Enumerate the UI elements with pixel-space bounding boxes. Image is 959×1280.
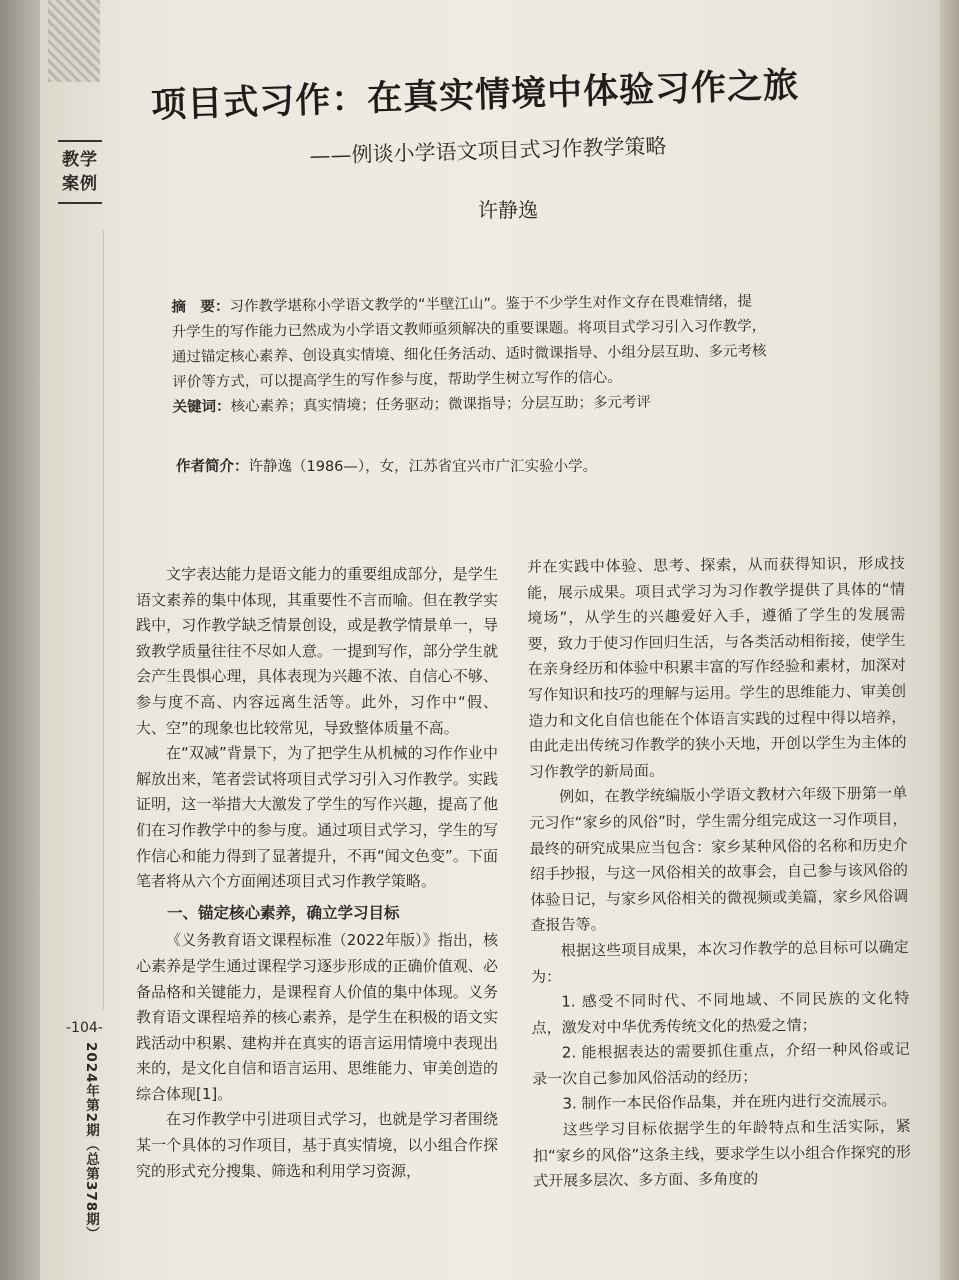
page-number: -104- [66, 1020, 103, 1036]
paragraph: 文字表达能力是语文能力的重要组成部分，是学生语文素养的集中体现，其重要性不言而喻。但在教学实践中，习作教学缺乏情景创设，或是教学情景单一，导致教学质量往往不尽如人意。一提到写作，部分学生就会产生畏惧心理，具体表现为兴趣不浓、自信心不够、参与度不高、内容远离生活等。此外，习作中“假、大、空”的现象也比较常见，导致整体质量不高。 [136, 565, 498, 737]
abstract-block [171, 288, 862, 420]
margin-rule [103, 230, 104, 1010]
book-spine-shadow [0, 0, 40, 1280]
bio-label: 作者简介： [176, 459, 249, 475]
abstract-label: 摘 要： [171, 299, 230, 316]
bio-text: 许静逸（1986—），女，江苏省宜兴市广汇实验小学。 [248, 459, 598, 475]
keywords-label: 关键词： [172, 399, 231, 416]
paragraph: 《义务教育语文课程标准（2022年版）》指出，核心素养是学生通过课程学习逐步形成的正确价值观、必备品格和关键能力，是课程育人价值的集中体现。义务教育语文课程培养的核心素养，是学生在积极的语文实践活动中积累、建构并在真实的语言运用情境中表现出来的，是文化自信和语言运用、思维能力、审美创造的综合体现[1]。 [136, 931, 498, 1103]
page-edge [940, 0, 959, 1280]
keywords-text: 核心素养；真实情境；任务驱动；微课指导；分层互助；多元考评 [230, 394, 652, 416]
body-column-left [136, 562, 498, 1184]
section-heading: 一、锚定核心素养，确立学习目标 [167, 903, 400, 922]
paragraph: 这些学习目标依据学生的年龄特点和生活实际，紧扣“家乡的风俗”这条主线，要求学生以小组合作探究的形式开展多层次、多方面、多角度的 [532, 1117, 912, 1191]
abstract-line-3: 通过锚定核心素养、创设真实情境、细化任务活动、适时微课指导、小组分层互助、多元考核 [171, 343, 767, 366]
author-name: 许静逸 [478, 198, 538, 222]
decorative-pattern [48, 0, 100, 82]
abstract-line-2: 升学生的写作能力已然成为小学语文教师亟须解决的重要课题。将项目式学习引入习作教学， [171, 318, 767, 341]
article-subtitle: ——例谈小学语文项目式习作教学策略 [309, 134, 667, 169]
author-bio [176, 455, 597, 476]
section-label: 教学案例 [58, 140, 102, 204]
paragraph: 在“双减”背景下，为了把学生从机械的习作作业中解放出来，笔者尝试将项目式学习引入习作教学。实践证明，这一举措大大激发了学生的写作兴趣，提高了他们在习作教学中的参与度。通过项目式学习，学生的写作信心和能力得到了显著提升，不再“闻文色变”。下面笔者将从六个方面阐述项目式习作教学策略。 [136, 744, 498, 891]
paragraph: 例如，在教学统编版小学语文教材六年级下册第一单元习作“家乡的风俗”时，学生需分组完成这一习作项目，最终的研究成果应当包含：家乡某种风俗的名称和历史介绍手抄报，与这一风俗相关的故事会，自己参与该风俗的体验日记，与家乡风俗相关的微视频或美篇，家乡风俗调查报告等。 [529, 784, 909, 935]
article-title: 项目式习作：在真实情境中体验习作之旅 [150, 65, 800, 127]
list-item: 3. 制作一本民俗作品集，并在班内进行交流展示。 [562, 1091, 897, 1114]
paragraph: 根据这些项目成果，本次习作教学的总目标可以确定为： [530, 937, 909, 986]
abstract-line-1: 摘 要：习作教学堪称小学语文教学的“半壁江山”。鉴于不少学生对作文存在畏难情绪，提 [171, 293, 753, 316]
body-column-right [527, 551, 912, 1195]
paragraph: 在习作教学中引进项目式学习，也就是学习者围绕某一个具体的习作项目，基于真实情境，以小组合作探究的形式充分搜集、筛选和利用学习资源， [136, 1110, 498, 1180]
issue-info: 2024年第2期（总第378期） [83, 1042, 99, 1242]
abstract-line-4: 评价等方式，可以提高学生的写作参与度，帮助学生树立写作的信心。 [172, 369, 622, 391]
paragraph: 并在实践中体验、思考、探索，从而获得知识，形成技能，展示成果。项目式学习为习作教学提供了具体的“情境场”，从学生的兴趣爱好入手，遵循了学生的发展需要，致力于使习作回归生活，与各类活动相衔接，使学生在亲身经历和体验中积累丰富的写作经验和素材，加深对写作知识和技巧的理解与运用。学生的思维能力、审美创造力和文化自信也能在个体语言实践的过程中得以培养，由此走出传统习作教学的狭小天地，开创以学生为主体的习作教学的新局面。 [526, 554, 907, 781]
list-item: 1. 感受不同时代、不同地域、不同民族的文化特点，激发对中华优秀传统文化的热爱之情； [531, 989, 910, 1037]
list-item: 2. 能根据表达的需要抓住重点，介绍一种风俗或记录一次自己参加风俗活动的经历； [532, 1040, 910, 1088]
